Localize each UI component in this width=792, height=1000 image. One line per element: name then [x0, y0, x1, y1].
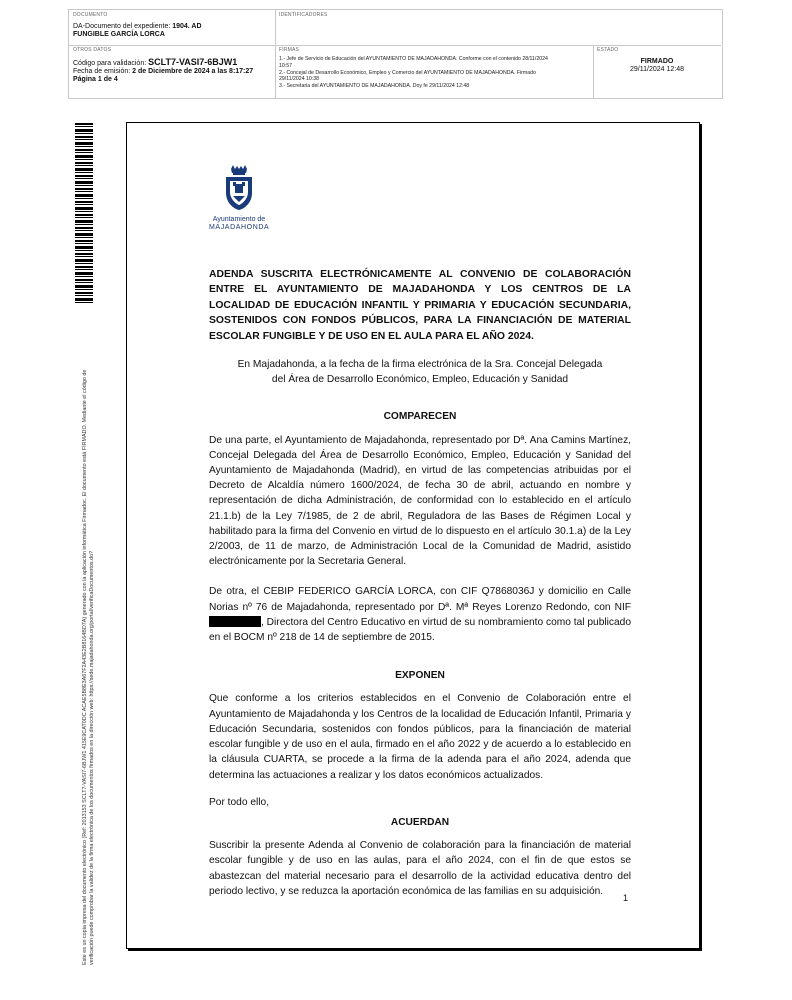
document-body [209, 267, 631, 899]
firma-line: 2.- Concejal de Desarrollo Económico, Empleo y Comercio del AYUNTAMIENTO DE MAJADAHONDA. Firmado [279, 69, 536, 76]
logo-line2: MAJADAHONDA [209, 224, 270, 231]
page-number: 1 [623, 893, 629, 903]
side-verification-text [82, 305, 96, 965]
firma-line: 10:57 [279, 62, 292, 69]
fecha-prefix: Fecha de emisión: [73, 68, 133, 75]
firma-line: 1.- Jefe de Servicio de Educación del AYUNTAMIENTO DE MAJADAHONDA. Conforme con el contenido 28/11/2024 [279, 56, 548, 62]
paragraph-por-todo: Por todo ello, [209, 796, 270, 808]
documento-text [73, 23, 202, 39]
coat-of-arms-icon [222, 165, 256, 211]
paragraph-ayuntamiento: De una parte, el Ayuntamiento de Majadahonda, representado por Dª. Ana Camins Martínez, Concejal Delegada del Área de Desarrollo Económico, Empleo, Educación y Sanidad del Ayuntamiento de Majadahonda (Madrid), en virtud de las competencias atribuidas por el Decreto de Alcaldía número 1600/2024, de fecha 30 de abril, actuando en nombre y representación de dicha Administración, de conformidad con lo establecido en el artículo 21.1.b) de la Ley 7/1985, de 2 de abril, Reguladora de las Bases de Régimen Local y habilitado para la firma del Convenio en virtud de lo dispuesto en el artículo 30.1.a) de la Ley 2/2003, de 11 de marzo, de Administración Local de la Comunidad de Madrid, asistido electrónicamente por la Secretaria General. [209, 434, 631, 568]
otros-datos-cell [69, 45, 276, 98]
side-text-line1: Este es un copia impresa del documento electrónico (Ref: 2013153 SCLT7-VASI7-6BJW1 415E9CAT0DC ACAE5B8E3A67F2A43E2B8164BD7A) generado con la aplicación informática Firmadoc. El documento está FIRMADO. Mediante el código de [82, 369, 88, 965]
document-page [126, 122, 700, 949]
estado-cell [593, 45, 721, 98]
side-text-line2: verificación puede comprobar la validez de la firma electrónica de los documentos firmados en la dirección web: https://sede.majadahonda.org/portal/verificaDocumentos.do? [89, 550, 95, 965]
otros-datos-label: OTROS DATOS [73, 47, 112, 53]
documento-number: 1904. AD [172, 23, 202, 30]
place-date-line2: del Área de Desarrollo Económico, Empleo, Educación y Sanidad [271, 374, 569, 386]
identificadores-cell [275, 10, 721, 46]
paragraph-acuerdan: Suscribir la presente Adenda al Convenio de colaboración para la financiación de material escolar fungible y de uso en las aulas, para el año 2024, con el fin de que estos se abastezcan del material necesario para el desarrollo de la actividad educativa dentro del periodo lectivo, y se reduzca la aportación económica de las familias en su adquisición. [209, 840, 631, 897]
estado-label: ESTADO [597, 47, 619, 53]
otros-datos-text [73, 58, 253, 84]
estado-value: FIRMADO [640, 58, 674, 65]
redacted-nif [209, 616, 261, 627]
codigo-validacion[interactable]: SCLT7-VASI7-6BJW1 [148, 57, 238, 67]
codigo-prefix: Código para validación: [73, 60, 149, 67]
document-title: ADENDA SUSCRITA ELECTRÓNICAMENTE AL CONVENIO DE COLABORACIÓN ENTRE EL AYUNTAMIENTO DE MAJADAHONDA Y LOS CENTROS DE LA LOCALIDAD DE EDUCACIÓN INFANTIL Y PRIMARIA Y EDUCACIÓN SECUNDARIA, SOSTENIDOS CON FONDOS PÚBLICOS, PARA LA FINANCIACIÓN DE MATERIAL ESCOLAR FUNGIBLE Y DE USO EN EL AULA PARA EL AÑO 2024. [209, 269, 631, 342]
section-acuerdan: ACUERDAN [390, 816, 450, 828]
paragraph-centro-a: De otra, el CEBIP FEDERICO GARCÍA LORCA, con CIF Q7868036J y domicilio en Calle Norias nº 76 de Majadahonda, representado por Dª. Mª Reyes Lorenzo Redondo, con NIF [209, 586, 631, 613]
document-header [68, 9, 723, 99]
documento-line2: FUNGIBLE GARCÍA LORCA [73, 31, 165, 38]
section-exponen: EXPONEN [395, 670, 445, 682]
documento-label: DOCUMENTO [73, 12, 108, 18]
logo-line1: Ayuntamiento de [212, 216, 266, 223]
pagina-indicador: Página 1 de 4 [73, 76, 118, 83]
firmas-label: FIRMAS [279, 47, 300, 53]
firma-line: 3.- Secretaria del AYUNTAMIENTO DE MAJADAHONDA. Doy fe 29/11/2024 12:48 [279, 83, 470, 90]
place-date-line1: En Majadahonda, a la fecha de la firma electrónica de la Sra. Concejal Delegada [237, 359, 603, 371]
firma-line: 29/11/2024 10:38 [279, 76, 319, 83]
identificadores-label: IDENTIFICADORES [279, 12, 328, 18]
municipal-logo [209, 165, 269, 232]
section-comparecen: COMPARECEN [383, 411, 457, 423]
documento-cell [69, 10, 276, 46]
firmas-cell [275, 45, 594, 98]
fecha-emision: 2 de Diciembre de 2024 a las 8:17:27 [132, 68, 254, 75]
paragraph-exponen: Que conforme a los criterios establecidos en el Convenio de Colaboración entre el Ayuntamiento de Majadahonda y los Centros de la localidad de Educación Infantil, Primaria y Educación Secundaria, sostenidos con fondos públicos, para la financiación de material escolar fungible y de uso en el aula, firmado en el año 2022 y de acuerdo a lo establecido en la cláusula CUARTA, se procede a la firma de la adenda para el año 2024, adenda que determina las actuaciones a realizar y los datos económicos actualizados. [209, 693, 631, 781]
paragraph-centro [209, 584, 631, 645]
estado-date: 29/11/2024 12:48 [630, 66, 684, 73]
firmas-list [279, 56, 597, 90]
barcode-icon [75, 123, 93, 303]
documento-line1: DA-Documento del expediente: [73, 23, 173, 30]
paragraph-centro-b: , Directora del Centro Educativo en virtud de su nombramiento como tal publicado en el BOCM nº 218 de 14 de septiembre de 2015. [209, 616, 631, 644]
